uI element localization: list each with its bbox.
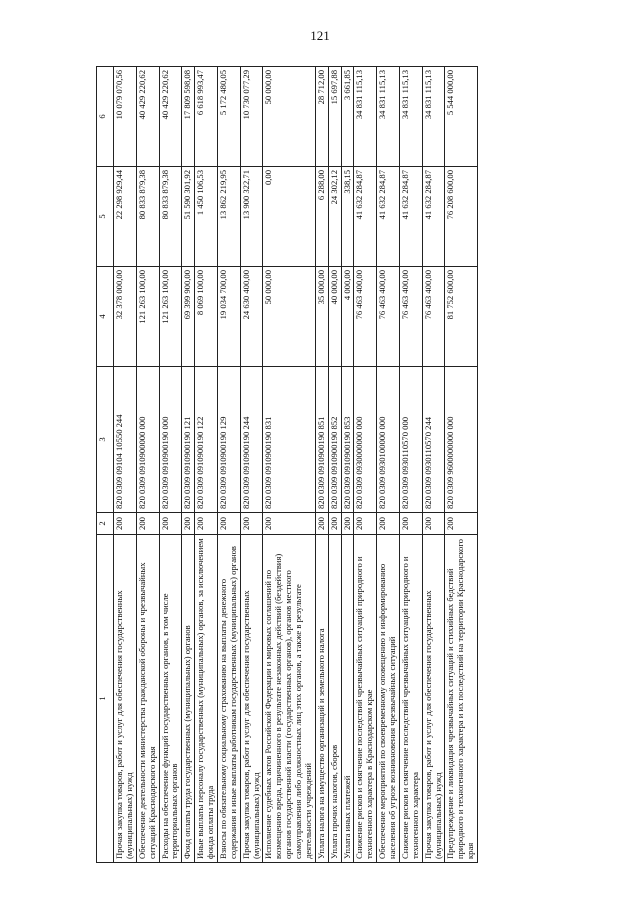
row-unexecuted-amount: 34 831 115,13: [422, 67, 445, 167]
row-name: Прочая закупка товаров, работ и услуг для обеспечения государственных (муниципальных) нужд: [422, 535, 445, 863]
row-line-code: 200: [328, 513, 341, 535]
table-row: [182, 67, 195, 863]
rotated-table-container: [96, 67, 576, 863]
row-line-code: 200: [114, 513, 137, 535]
row-unexecuted-amount: 34 831 115,13: [354, 67, 377, 167]
row-budget-code: 820 0309 0910900190 122: [195, 367, 218, 513]
row-approved-amount: 69 399 900,00: [182, 267, 195, 367]
row-name: Снижение рисков и смягчение последствий чрезвычайных ситуаций природного и техногенного характера: [399, 535, 422, 863]
row-line-code: 200: [354, 513, 377, 535]
row-approved-amount: 76 463 400,00: [422, 267, 445, 367]
row-unexecuted-amount: 6 618 993,47: [195, 67, 218, 167]
row-approved-amount: 121 263 100,00: [159, 267, 182, 367]
row-approved-amount: 50 000,00: [263, 267, 315, 367]
row-approved-amount: 32 378 000,00: [114, 267, 137, 367]
row-unexecuted-amount: 50 000,00: [263, 67, 315, 167]
row-line-code: 200: [182, 513, 195, 535]
row-budget-code: 820 0309 0930110570 000: [399, 367, 422, 513]
row-executed-amount: 80 833 879,38: [159, 167, 182, 267]
row-name: Предупреждение и ликвидация чрезвычайных ситуаций и стихийных бедствий природного и техногенного характера и их последствий на территории Краснодарского края: [445, 535, 478, 863]
row-line-code: 200: [399, 513, 422, 535]
row-executed-amount: 51 590 301,92: [182, 167, 195, 267]
row-line-code: 200: [315, 513, 328, 535]
budget-table: [96, 66, 478, 863]
row-budget-code: 820 0309 0910900190 831: [263, 367, 315, 513]
row-budget-code: 820 0309 0910900190 121: [182, 367, 195, 513]
row-line-code: 200: [263, 513, 315, 535]
row-unexecuted-amount: 34 831 115,13: [399, 67, 422, 167]
row-unexecuted-amount: 40 429 220,62: [136, 67, 159, 167]
table-row: [217, 67, 240, 863]
row-name: Расходы на обеспечение функций государственных органов, в том числе территориальных органов: [159, 535, 182, 863]
row-name: Иные выплаты персоналу государственных (муниципальных) органов, за исключением фонда оплаты труда: [195, 535, 218, 863]
row-line-code: 200: [159, 513, 182, 535]
row-line-code: 200: [422, 513, 445, 535]
table-row: [263, 67, 315, 863]
row-approved-amount: 24 630 400,00: [240, 267, 263, 367]
header-row: [97, 67, 114, 863]
row-executed-amount: 41 632 284,87: [377, 167, 400, 267]
row-unexecuted-amount: 15 697,88: [328, 67, 341, 167]
row-name: Исполнение судебных актов Российской Федерации и мировых соглашений по возмещению вреда, причиненного в результате незаконных действий (бездействия) органов государственной власти (государственных органов), органов местного самоуправления либо должностных лиц этих органов, а также в результате деятельности учреждений: [263, 535, 315, 863]
row-budget-code: 820 0309 0930100000 000: [377, 367, 400, 513]
row-executed-amount: 80 833 879,38: [136, 167, 159, 267]
row-executed-amount: 13 862 219,95: [217, 167, 240, 267]
row-line-code: 200: [240, 513, 263, 535]
row-name: Прочая закупка товаров, работ и услуг для обеспечения государственных (муниципальных) нужд: [114, 535, 137, 863]
row-line-code: 200: [377, 513, 400, 535]
row-name: Уплата прочих налогов, сборов: [328, 535, 341, 863]
row-executed-amount: 6 288,00: [315, 167, 328, 267]
header-col-6: 6: [97, 67, 114, 167]
row-name: Уплата налога на имущество организаций и земельного налога: [315, 535, 328, 863]
row-line-code: 200: [195, 513, 218, 535]
row-unexecuted-amount: 17 809 598,08: [182, 67, 195, 167]
row-line-code: 200: [136, 513, 159, 535]
row-approved-amount: 35 000,00: [315, 267, 328, 367]
row-line-code: 200: [217, 513, 240, 535]
row-approved-amount: 81 752 600,00: [445, 267, 478, 367]
row-approved-amount: 8 069 100,00: [195, 267, 218, 367]
row-budget-code: 820 0309 0910900190 244: [240, 367, 263, 513]
row-budget-code: 820 0309 09104 10550 244: [114, 367, 137, 513]
row-approved-amount: 19 034 700,00: [217, 267, 240, 367]
row-approved-amount: 76 463 400,00: [399, 267, 422, 367]
table-row: [240, 67, 263, 863]
table-row: [377, 67, 400, 863]
header-col-4: 4: [97, 267, 114, 367]
row-name: Прочая закупка товаров, работ и услуг для обеспечения государственных (муниципальных) нужд: [240, 535, 263, 863]
row-executed-amount: 13 900 322,71: [240, 167, 263, 267]
row-executed-amount: 24 302,12: [328, 167, 341, 267]
row-executed-amount: 22 298 929,44: [114, 167, 137, 267]
row-executed-amount: 0,00: [263, 167, 315, 267]
table-row: [136, 67, 159, 863]
row-name: Снижение рисков и смягчение последствий чрезвычайных ситуаций природного и техногенного характера в Краснодарском крае: [354, 535, 377, 863]
row-unexecuted-amount: 40 429 220,62: [159, 67, 182, 167]
row-executed-amount: 338,15: [341, 167, 354, 267]
page-number: 121: [310, 28, 330, 43]
table-row: [399, 67, 422, 863]
table-row: [341, 67, 354, 863]
row-name: Обеспечение мероприятий по своевременному оповещению и информированию населения об угрозе возникновения чрезвычайных ситуаций: [377, 535, 400, 863]
table-row: [354, 67, 377, 863]
table-row: [328, 67, 341, 863]
row-budget-code: 820 0309 0930000000 000: [354, 367, 377, 513]
row-budget-code: 820 0309 0930110570 244: [422, 367, 445, 513]
table-row: [195, 67, 218, 863]
row-name: Фонд оплаты труда государственных (муниципальных) органов: [182, 535, 195, 863]
table-row: [159, 67, 182, 863]
row-unexecuted-amount: 10 730 077,29: [240, 67, 263, 167]
row-approved-amount: 76 463 400,00: [377, 267, 400, 367]
row-budget-code: 820 0309 9600000000 000: [445, 367, 478, 513]
row-budget-code: 820 0309 0910900190 852: [328, 367, 341, 513]
table-row: [445, 67, 478, 863]
row-executed-amount: 41 632 284,87: [422, 167, 445, 267]
row-line-code: 200: [445, 513, 478, 535]
row-budget-code: 820 0309 0910900190 851: [315, 367, 328, 513]
header-col-3: 3: [97, 367, 114, 513]
row-approved-amount: 40 000,00: [328, 267, 341, 367]
header-col-5: 5: [97, 167, 114, 267]
row-budget-code: 820 0309 0910900000 000: [136, 367, 159, 513]
row-name: Взносы по обязательному социальному страхованию на выплаты денежного содержания и иные выплаты работникам государственных (муниципальных) органов: [217, 535, 240, 863]
row-unexecuted-amount: 5 544 000,00: [445, 67, 478, 167]
row-executed-amount: 41 632 284,87: [354, 167, 377, 267]
row-approved-amount: 121 263 100,00: [136, 267, 159, 367]
row-budget-code: 820 0309 0910900190 129: [217, 367, 240, 513]
header-col-1: 1: [97, 535, 114, 863]
row-unexecuted-amount: 10 079 070,56: [114, 67, 137, 167]
table-row: [422, 67, 445, 863]
row-name: Уплата иных платежей: [341, 535, 354, 863]
row-approved-amount: 76 463 400,00: [354, 267, 377, 367]
row-executed-amount: 41 632 284,87: [399, 167, 422, 267]
table-row: [315, 67, 328, 863]
row-executed-amount: 1 450 106,53: [195, 167, 218, 267]
row-unexecuted-amount: 3 661,85: [341, 67, 354, 167]
row-unexecuted-amount: 34 831 115,13: [377, 67, 400, 167]
row-executed-amount: 76 208 600,00: [445, 167, 478, 267]
row-budget-code: 820 0309 0910900190 853: [341, 367, 354, 513]
row-approved-amount: 4 000,00: [341, 267, 354, 367]
row-line-code: 200: [341, 513, 354, 535]
row-unexecuted-amount: 5 172 480,05: [217, 67, 240, 167]
row-name: Обеспечение деятельности министерства гражданской обороны и чрезвычайных ситуаций Краснодарского края: [136, 535, 159, 863]
row-budget-code: 820 0309 0910900190 000: [159, 367, 182, 513]
header-col-2: 2: [97, 513, 114, 535]
table-row: [114, 67, 137, 863]
row-unexecuted-amount: 28 712,00: [315, 67, 328, 167]
